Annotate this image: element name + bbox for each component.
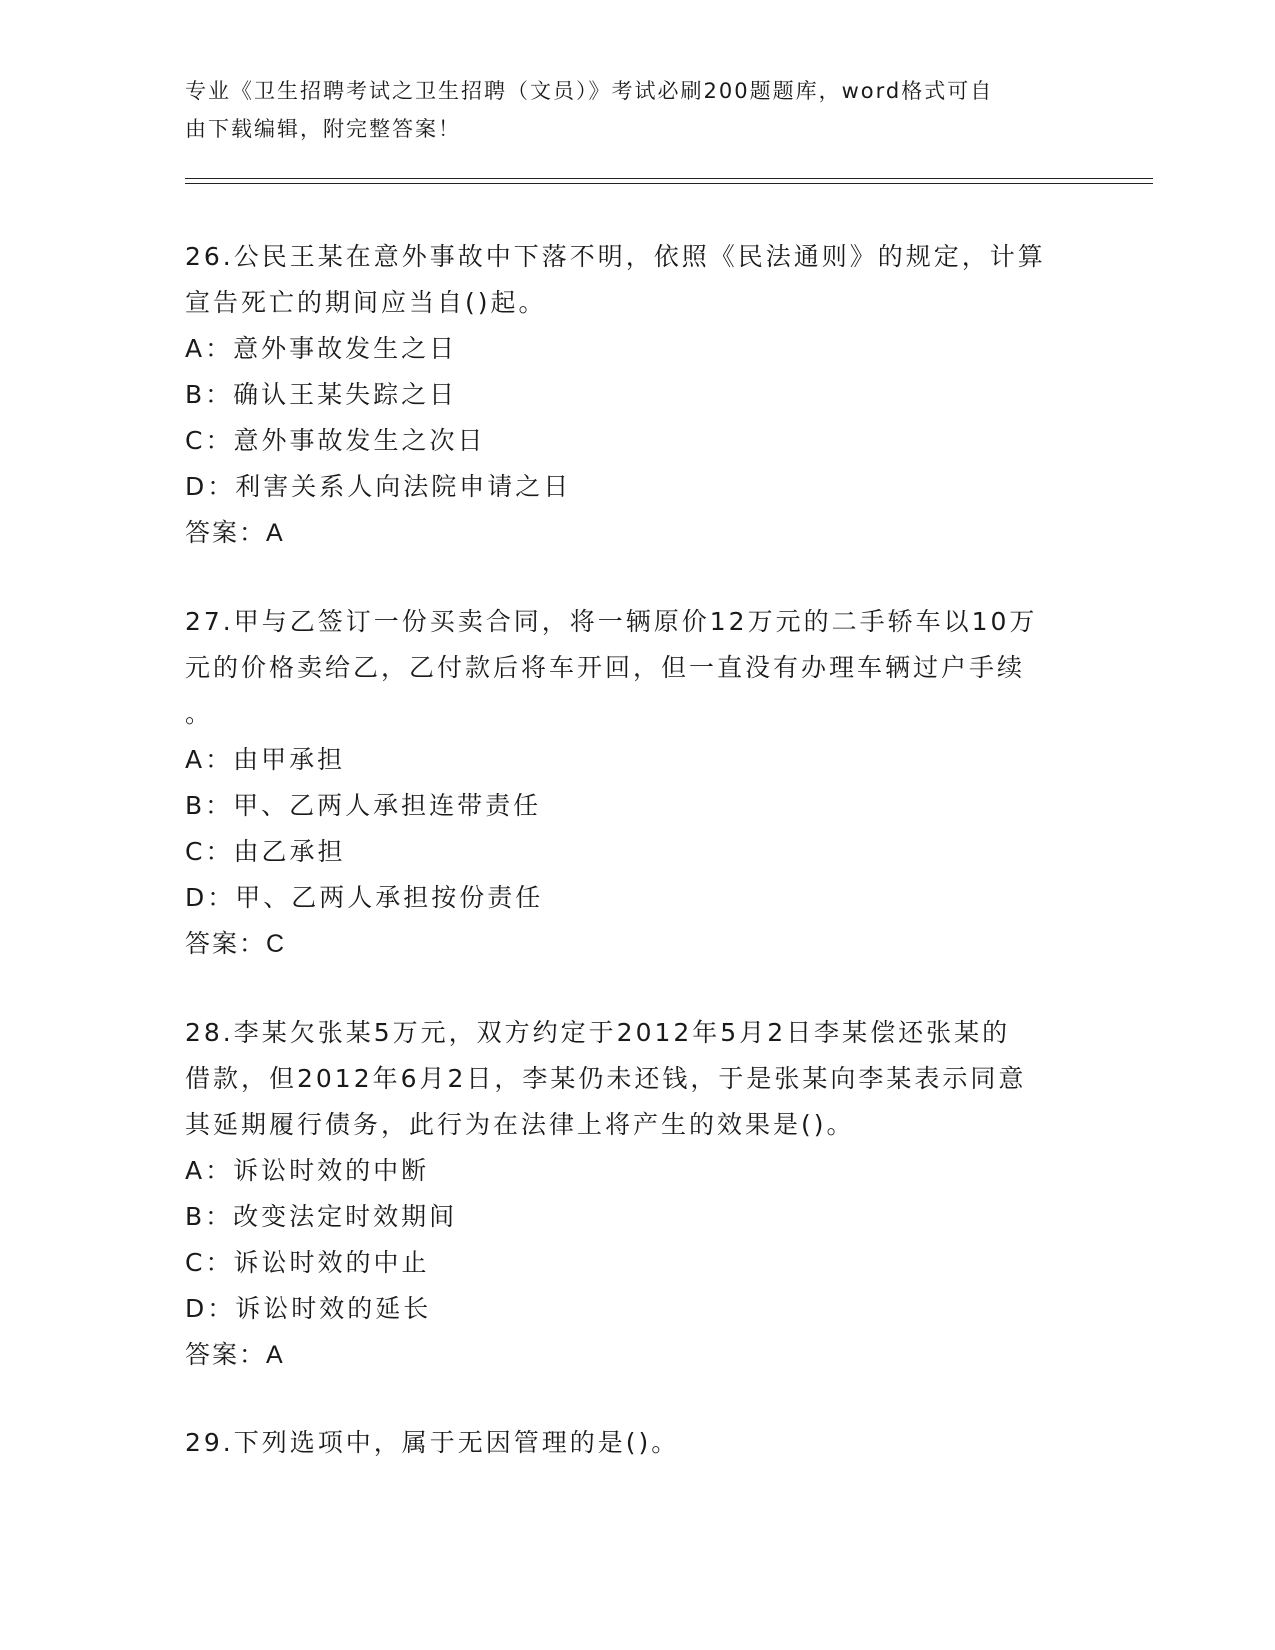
option-b: B：改变法定时效期间 xyxy=(185,1202,458,1231)
header-line-1: 专业《卫生招聘考试之卫生招聘（文员）》考试必刷200题题库，word格式可自 xyxy=(185,79,994,103)
option-b: B：确认王某失踪之日 xyxy=(185,380,458,409)
question-stem: 28.李某欠张某5万元，双方约定于2012年5月2日李某偿还张某的 xyxy=(185,1018,1011,1047)
answer: 答案：A xyxy=(185,1341,285,1369)
option-d: D：利害关系人向法院申请之日 xyxy=(185,472,572,501)
answer: 答案：C xyxy=(185,930,287,958)
option-a: A：意外事故发生之日 xyxy=(185,334,458,363)
question-stem: 元的价格卖给乙，乙付款后将车开回，但一直没有办理车辆过户手续 xyxy=(185,653,1026,682)
document-header xyxy=(185,72,1085,148)
question-28 xyxy=(185,1010,1070,1378)
question-29 xyxy=(185,1420,1070,1466)
option-c: C：由乙承担 xyxy=(185,837,346,866)
option-a: A：诉讼时效的中断 xyxy=(185,1156,430,1185)
header-divider-top xyxy=(185,178,1153,179)
header-divider-bottom xyxy=(185,183,1153,184)
question-stem: 借款，但2012年6月2日，李某仍未还钱，于是张某向李某表示同意 xyxy=(185,1064,1027,1093)
header-line-2: 由下载编辑，附完整答案！ xyxy=(185,117,461,141)
question-stem: 26.公民王某在意外事故中下落不明，依照《民法通则》的规定，计算 xyxy=(185,242,1046,271)
question-stem: 。 xyxy=(185,699,214,728)
option-d: D：诉讼时效的延长 xyxy=(185,1294,432,1323)
option-a: A：由甲承担 xyxy=(185,745,346,774)
question-stem: 29.下列选项中，属于无因管理的是()。 xyxy=(185,1428,680,1457)
question-26 xyxy=(185,234,1070,556)
option-c: C：诉讼时效的中止 xyxy=(185,1248,430,1277)
question-stem: 其延期履行债务，此行为在法律上将产生的效果是()。 xyxy=(185,1110,855,1139)
answer: 答案：A xyxy=(185,519,285,547)
option-b: B：甲、乙两人承担连带责任 xyxy=(185,791,542,820)
question-stem: 27.甲与乙签订一份买卖合同，将一辆原价12万元的二手轿车以10万 xyxy=(185,607,1038,636)
option-d: D：甲、乙两人承担按份责任 xyxy=(185,883,544,912)
question-27 xyxy=(185,599,1070,967)
question-stem: 宣告死亡的期间应当自()起。 xyxy=(185,288,547,317)
option-c: C：意外事故发生之次日 xyxy=(185,426,486,455)
